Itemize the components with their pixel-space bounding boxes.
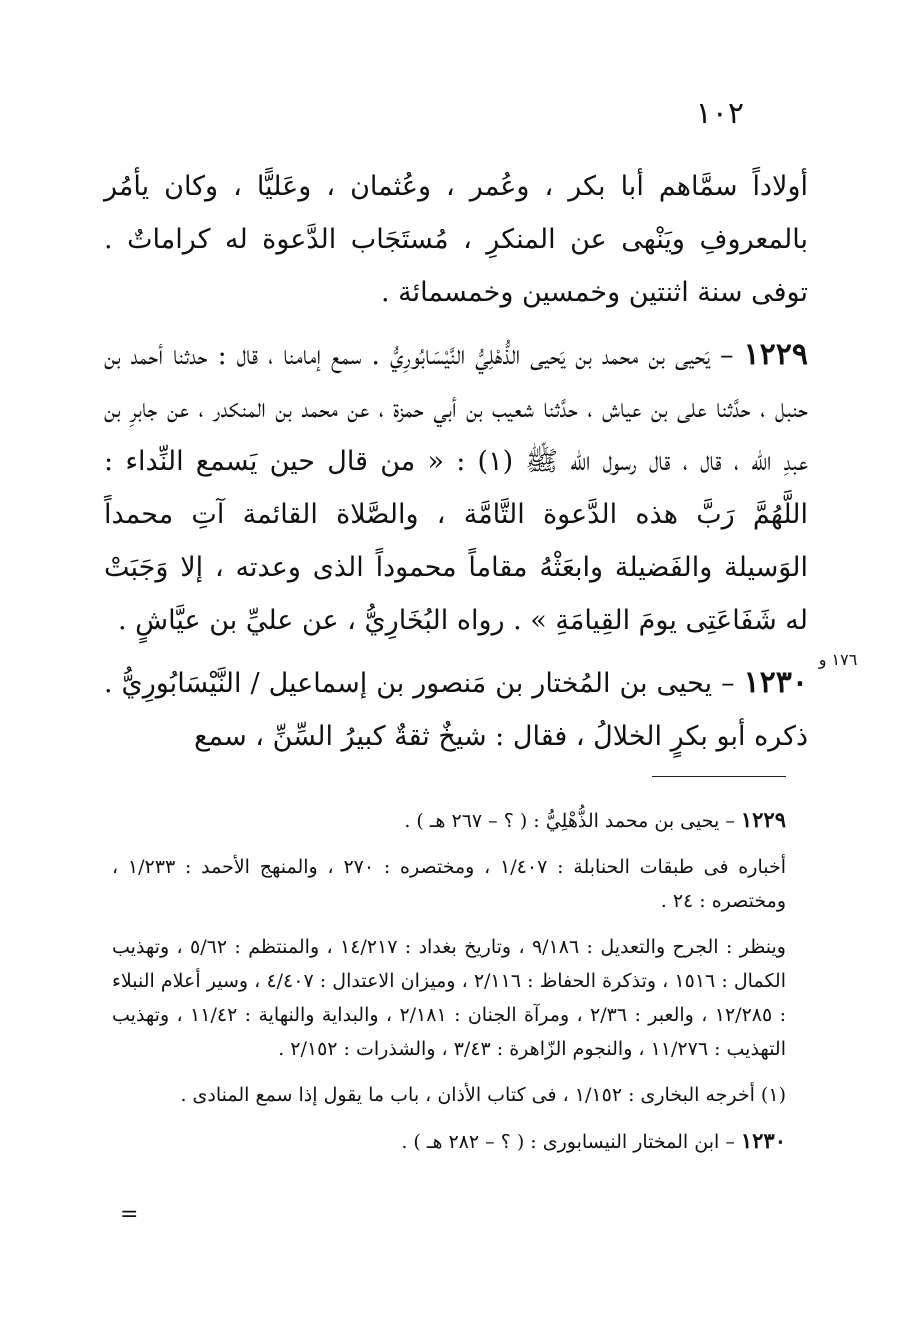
entry-number: ١٢٣٠: [743, 665, 808, 700]
entry-1230: [104, 656, 808, 763]
note-number: ١٢٣٠: [740, 1128, 786, 1153]
note-text: – ابن المختار النيسابورى : ( ؟ – ٢٨٢ هـ ) .: [401, 1131, 741, 1153]
entry-1229: [104, 328, 808, 647]
note-1230-title: [112, 1124, 786, 1159]
paragraph-continued: أولاداً سمَّاهم أبا بكر ، وعُمر ، وعُثمان ، وعَليًّا ، وكان يأمُر بالمعروفِ ويَنْهى عن المنكرِ ، مُستَجَاب الدَّعوة له كراماتٌ . توفى سنة اثنتين وخمسين وخمسمائة .: [104, 171, 808, 308]
footnotes: [112, 803, 786, 1159]
main-text: [104, 160, 808, 763]
note-1229-sources: أخباره فى طبقات الحنابلة : ١/٤٠٧ ، ومختصره : ٢٧٠ ، والمنهج الأحمد : ١/٢٣٣ ، ومختصره : ٢٤ .: [112, 856, 786, 912]
footnote-divider: [652, 776, 786, 777]
manuscript-folio-ref: ١٧٦ و: [818, 650, 858, 669]
note-number: ١٢٢٩: [740, 807, 786, 832]
entry-text: – يَحيى بن محمد بن يَحيى الذُّهْلِيُّ النَّيْسَابُورِيُّ . سمع إمامنا ، قال : حدثنا أحمد بن حنبل ، حدَّثنا على بن عياش ، حدَّثنا شعيب بن أبي حمزة ، عن محمد بن المنكدر ، عن جابرِ بن عبدِ الله ، قال ، قال رسول الله ﷺ (١) : « من قال حين يَسمع النِّداء : اللَّهُمَّ رَبَّ هذه الدَّعوة التَّامَّة ، والصَّلاة القائمة آتِ محمداً الوَسيلة والفَضيلة وابعَثْهُ مقاماً محموداً الذى وعدته ، إلا وَجَبَتْ له شَفَاعَتِى يومَ القِيامَةِ » . رواه البُخَارِيُّ ، عن عليِّ بن عيَّاشٍ .: [104, 340, 809, 636]
note-1229-see-also: وينظر : الجرح والتعديل : ٩/١٨٦ ، وتاريخ بغداد : ١٤/٢١٧ ، والمنتظم : ٥/٦٢ ، وتهذيب الكمال : ١٥١٦ ، وتذكرة الحفاظ : ٢/١١٦ ، وميزان الاعتدال : ٤/٤٠٧ ، وسير أعلام النبلاء : ١٢/٢٨٥ ، والعبر : ٢/٣٦ ، ومرآة الجنان : ٢/١٨١ ، والبداية والنهاية : ١١/٤٢ ، وتهذيب التهذيب : ١١/٢٧٦ ، والنجوم الزّاهرة : ٣/٤٣ ، والشذرات : ٢/١٥٢ .: [112, 936, 787, 1060]
footnote-1: (١) أخرجه البخارى : ١/١٥٢ ، فى كتاب الأذان ، باب ما يقول إذا سمع المنادى .: [180, 1084, 786, 1106]
continuation-mark: =: [120, 1202, 139, 1227]
entry-number: ١٢٢٩: [743, 337, 808, 372]
page-number: ١٠٢: [695, 96, 744, 131]
entry-text: – يحيى بن المُختار بن مَنصور بن إسماعيل / النَّيْسَابُورِيُّ . ذكره أبو بكرٍ الخلالُ ، فقال : شيخٌ ثقةٌ كبيرُ السِّنِّ ، سمع: [104, 668, 808, 752]
note-text: – يحيى بن محمد الذُّهْلِيُّ : ( ؟ – ٢٦٧ هـ ) .: [404, 810, 741, 832]
note-1229-title: [112, 803, 786, 838]
